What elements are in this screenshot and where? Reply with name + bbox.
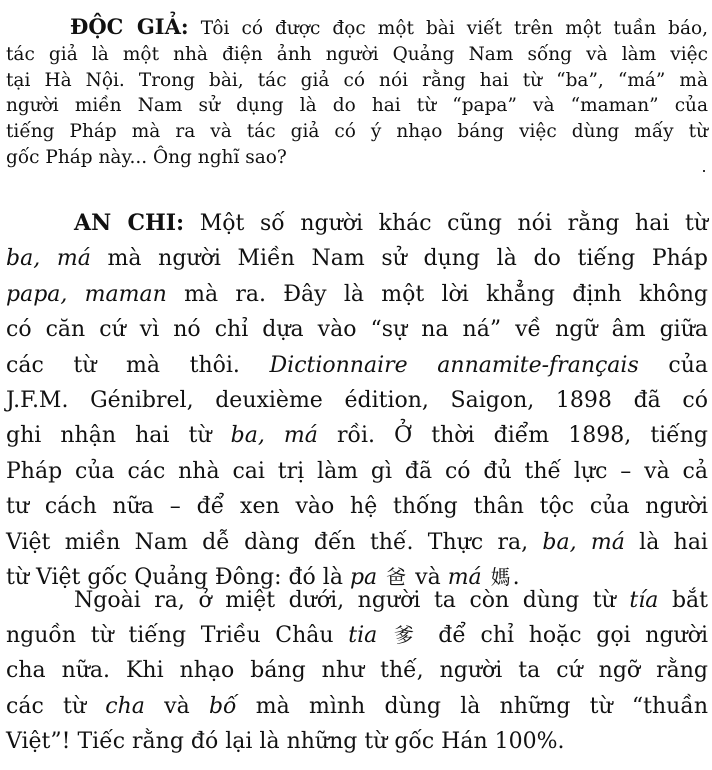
answer-line: có căn cứ vì nó chỉ dựa vào “sự na ná” về ngữ âm giữa bbox=[6, 317, 708, 343]
question-line: ĐỘC GIẢ: Tôi có được đọc một bài viết trên một tuần báo, bbox=[70, 14, 708, 39]
answer-line: các từ mà thôi. Dictionnaire annamite-français của bbox=[6, 352, 708, 378]
note-line: nguồn từ tiếng Triều Châu tia 爹 để chỉ hoặc gọi người bbox=[6, 623, 708, 649]
han-character: 爸 bbox=[386, 565, 407, 590]
answer-lead: AN CHI: bbox=[74, 210, 185, 236]
answer-line: Pháp của các nhà cai trị làm gì đã có đủ thế lực – và cả bbox=[6, 458, 708, 484]
question-line: tác giả là một nhà điện ảnh người Quảng Nam sống và làm việc bbox=[6, 43, 708, 65]
additional-note bbox=[6, 583, 708, 759]
question-line: tiếng Pháp mà ra và tác giả có ý nhạo báng việc dùng mấy từ bbox=[6, 121, 708, 143]
question-line: tại Hà Nội. Trong bài, tác giả có nói rằng hai từ “ba”, “má” mà bbox=[6, 69, 708, 91]
han-character: 爹 bbox=[393, 623, 422, 648]
answer-line: papa, maman mà ra. Đây là một lời khẳng định không bbox=[6, 281, 708, 307]
note-line: các từ cha và bố mà mình dùng là những từ “thuần bbox=[6, 693, 708, 719]
question-lead: ĐỘC GIẢ: bbox=[70, 14, 189, 39]
answer-line: Việt miền Nam dễ dàng đến thế. Thực ra, ba, má là hai bbox=[6, 529, 708, 555]
note-line: Việt”! Tiếc rằng đó lại là những từ gốc Hán 100%. bbox=[6, 728, 565, 754]
scan-speck bbox=[703, 170, 705, 172]
answer-line: tư cách nữa – để xen vào hệ thống thân tộc của người bbox=[6, 494, 708, 520]
answer-line: ba, má mà người Miền Nam sử dụng là do tiếng Pháp bbox=[6, 246, 708, 272]
answer-line: AN CHI: Một số người khác cũng nói rằng hai từ bbox=[74, 210, 708, 236]
han-character: 媽 bbox=[490, 565, 511, 590]
note-line: Ngoài ra, ở miệt dưới, người ta còn dùng từ tía bắt bbox=[74, 588, 708, 613]
answer-line: J.F.M. Génibrel, deuxième édition, Saigon, 1898 đã có bbox=[6, 388, 708, 414]
answer-line: từ Việt gốc Quảng Đông: đó là pa 爸 và má 媽. bbox=[6, 565, 520, 591]
author-answer bbox=[6, 206, 708, 595]
question-line: gốc Pháp này... Ông nghĩ sao? bbox=[6, 146, 287, 168]
question-line: người miền Nam sử dụng là do hai từ “papa” và “maman” của bbox=[6, 95, 708, 117]
note-line: cha nữa. Khi nhạo báng như thế, người ta cứ ngỡ rằng bbox=[6, 658, 708, 684]
reader-question bbox=[6, 14, 708, 171]
answer-line: ghi nhận hai từ ba, má rồi. Ở thời điểm 1898, tiếng bbox=[6, 423, 709, 449]
